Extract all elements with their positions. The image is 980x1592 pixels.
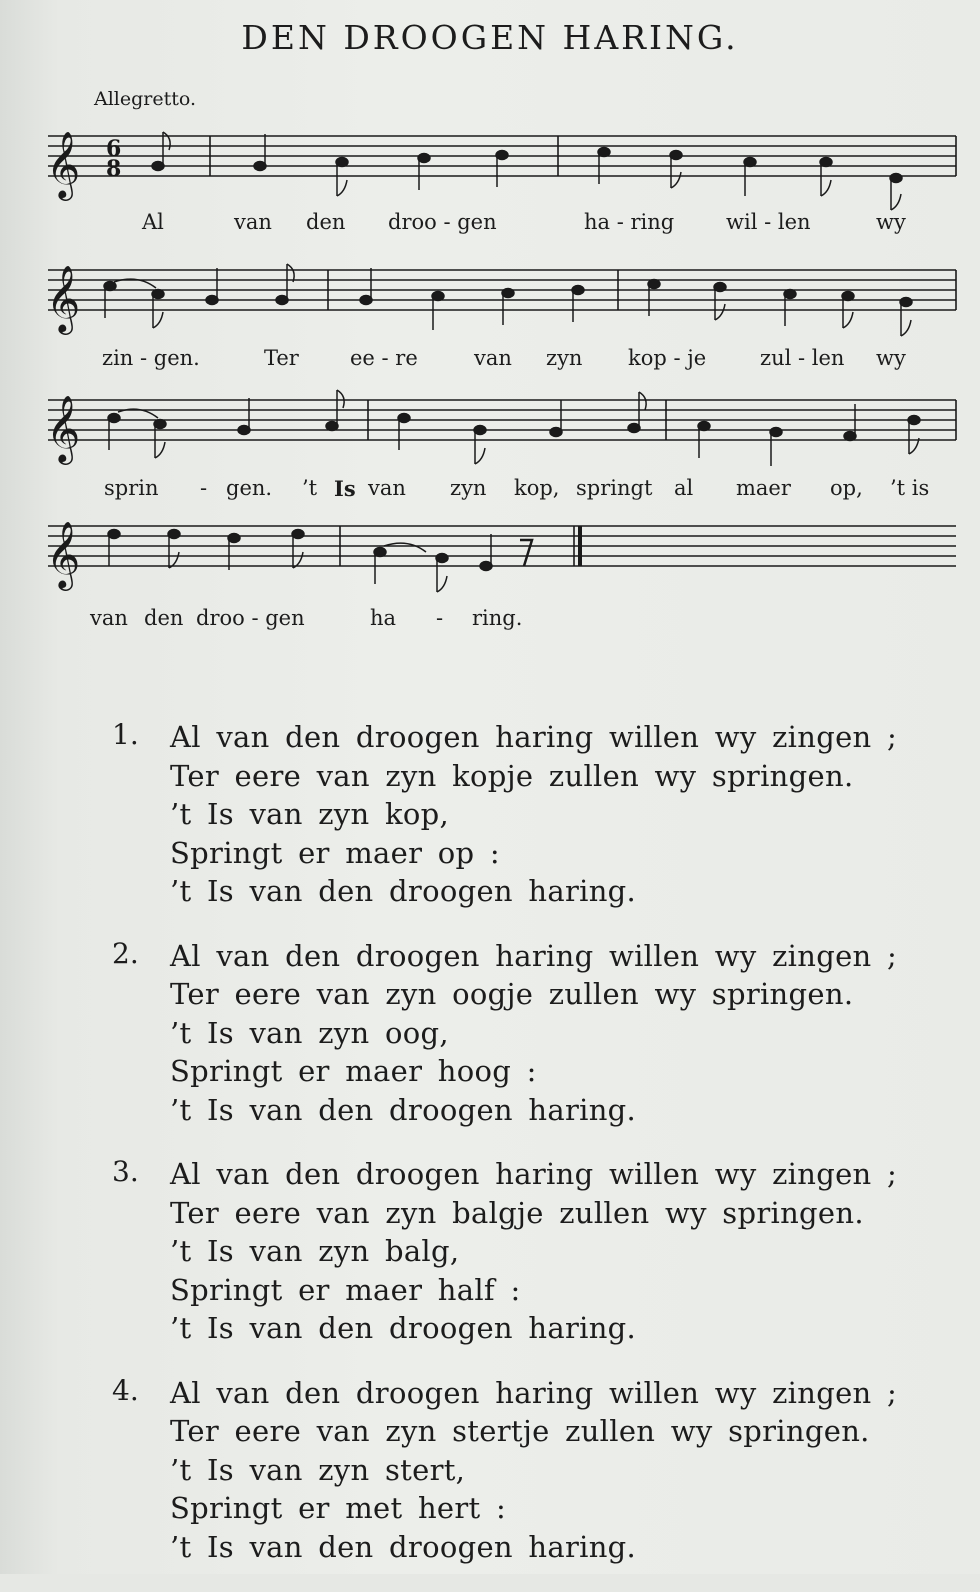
verse-line: Springt er maer op : (170, 835, 500, 870)
staff-1 (44, 122, 960, 222)
lyrics-row-1 (44, 210, 960, 240)
lyric-syllable: ’t (302, 476, 318, 500)
lyric-syllable: kop - je (628, 346, 707, 370)
lyric-syllable: wy (876, 346, 906, 370)
lyric-syllable: droo - gen (388, 210, 497, 234)
music-system-3 (44, 388, 960, 518)
lyric-syllable: van (90, 606, 128, 630)
lyric-syllable: van (234, 210, 272, 234)
song-title: DEN DROOGEN HARING. (241, 18, 739, 57)
music-system-4 (44, 514, 960, 644)
lyric-syllable: Is (334, 476, 356, 501)
verse-number: 2. (112, 936, 139, 970)
verse-line: Ter eere van zyn oogje zullen wy springen. (170, 977, 854, 1011)
lyric-syllable: Ter (264, 346, 299, 370)
verse-1 (112, 718, 932, 911)
lyrics-row-2 (44, 346, 960, 376)
lyrics-row-4 (44, 606, 960, 636)
lyric-syllable: ring. (472, 606, 523, 630)
verse-line: Ter eere van zyn kopje zullen wy springen. (170, 758, 854, 793)
lyric-syllable: zyn (546, 346, 583, 370)
staff-3 (44, 388, 960, 488)
verse-line: Ter eere van zyn balgje zullen wy springen. (170, 1195, 864, 1230)
verse-3 (112, 1155, 932, 1348)
lyric-syllable: al (674, 476, 694, 500)
lyric-syllable: ee - re (350, 346, 418, 370)
lyric-syllable: van (474, 346, 512, 370)
music-system-1 (44, 122, 960, 252)
lyric-syllable: sprin (104, 476, 159, 500)
verse-line: Al van den droogen haring willen wy zingen ; (170, 720, 898, 754)
lyric-syllable: zin - gen. (102, 346, 200, 370)
lyric-syllable: droo - gen (196, 606, 305, 630)
verse-line: Springt er maer half : (170, 1272, 521, 1307)
lyric-syllable: kop, (514, 476, 560, 500)
treble-clef-icon: 𝄞 (46, 130, 81, 198)
lyric-syllable: - (436, 606, 444, 630)
lyric-syllable: van (368, 476, 406, 500)
time-sig-bottom: 8 (106, 156, 122, 182)
lyric-syllable: gen. (226, 476, 273, 500)
lyric-syllable: den (306, 210, 346, 234)
lyric-syllable: den (144, 606, 184, 630)
staff-4 (44, 514, 960, 614)
verse-line: ’t Is van zyn balg, (170, 1234, 460, 1268)
lyric-syllable: ’t is (890, 476, 930, 500)
lyric-syllable: op, (830, 476, 863, 500)
time-sig-top: 6 (106, 136, 122, 162)
lyric-syllable: ha (370, 606, 397, 630)
lyric-syllable: springt (576, 476, 653, 500)
verse-line: ’t Is van zyn oog, (170, 1015, 449, 1050)
music-system-2 (44, 260, 960, 390)
verse-line: ’t Is van den droogen haring. (170, 1092, 637, 1127)
verse-line: ’t Is van den droogen haring. (170, 1311, 637, 1345)
verse-line: ’t Is van den droogen haring. (170, 1529, 637, 1564)
lyric-syllable: maer (736, 476, 791, 500)
verse-number: 4. (112, 1373, 139, 1407)
verse-line: ’t Is van zyn kop, (170, 797, 449, 831)
verse-list (112, 718, 932, 1592)
verse-line: Al van den droogen haring willen wy zingen ; (170, 1375, 898, 1410)
verse-4 (112, 1374, 932, 1567)
lyric-syllable: ha - ring (584, 210, 675, 234)
verse-number: 1. (112, 718, 139, 751)
verse-line: Springt er maer hoog : (170, 1054, 537, 1088)
verse-line: ’t Is van den droogen haring. (170, 874, 637, 908)
verse-line: Al van den droogen haring willen wy zingen ; (170, 1157, 898, 1191)
treble-clef-icon: 𝄞 (46, 264, 81, 332)
treble-clef-icon: 𝄞 (46, 520, 81, 588)
lyric-syllable: Al (142, 210, 164, 234)
treble-clef-icon: 𝄞 (46, 394, 81, 462)
verse-line: Al van den droogen haring willen wy zingen ; (170, 938, 898, 973)
verse-line: Springt er met hert : (170, 1491, 507, 1525)
lyric-syllable: zul - len (760, 346, 845, 370)
lyric-syllable: - (200, 476, 208, 500)
tempo-marking: Allegretto. (94, 88, 197, 110)
lyrics-row-3 (44, 476, 960, 506)
staff-2 (44, 260, 960, 360)
eighth-rest-icon (520, 540, 532, 566)
lyric-syllable: zyn (450, 476, 487, 500)
lyric-syllable: wy (876, 210, 906, 234)
lyric-syllable: wil - len (726, 210, 811, 234)
verse-line: Ter eere van zyn stertje zullen wy springen. (170, 1414, 870, 1448)
verse-2 (112, 937, 932, 1130)
verse-line: ’t Is van zyn stert, (170, 1452, 466, 1487)
verse-number: 3. (112, 1155, 139, 1188)
